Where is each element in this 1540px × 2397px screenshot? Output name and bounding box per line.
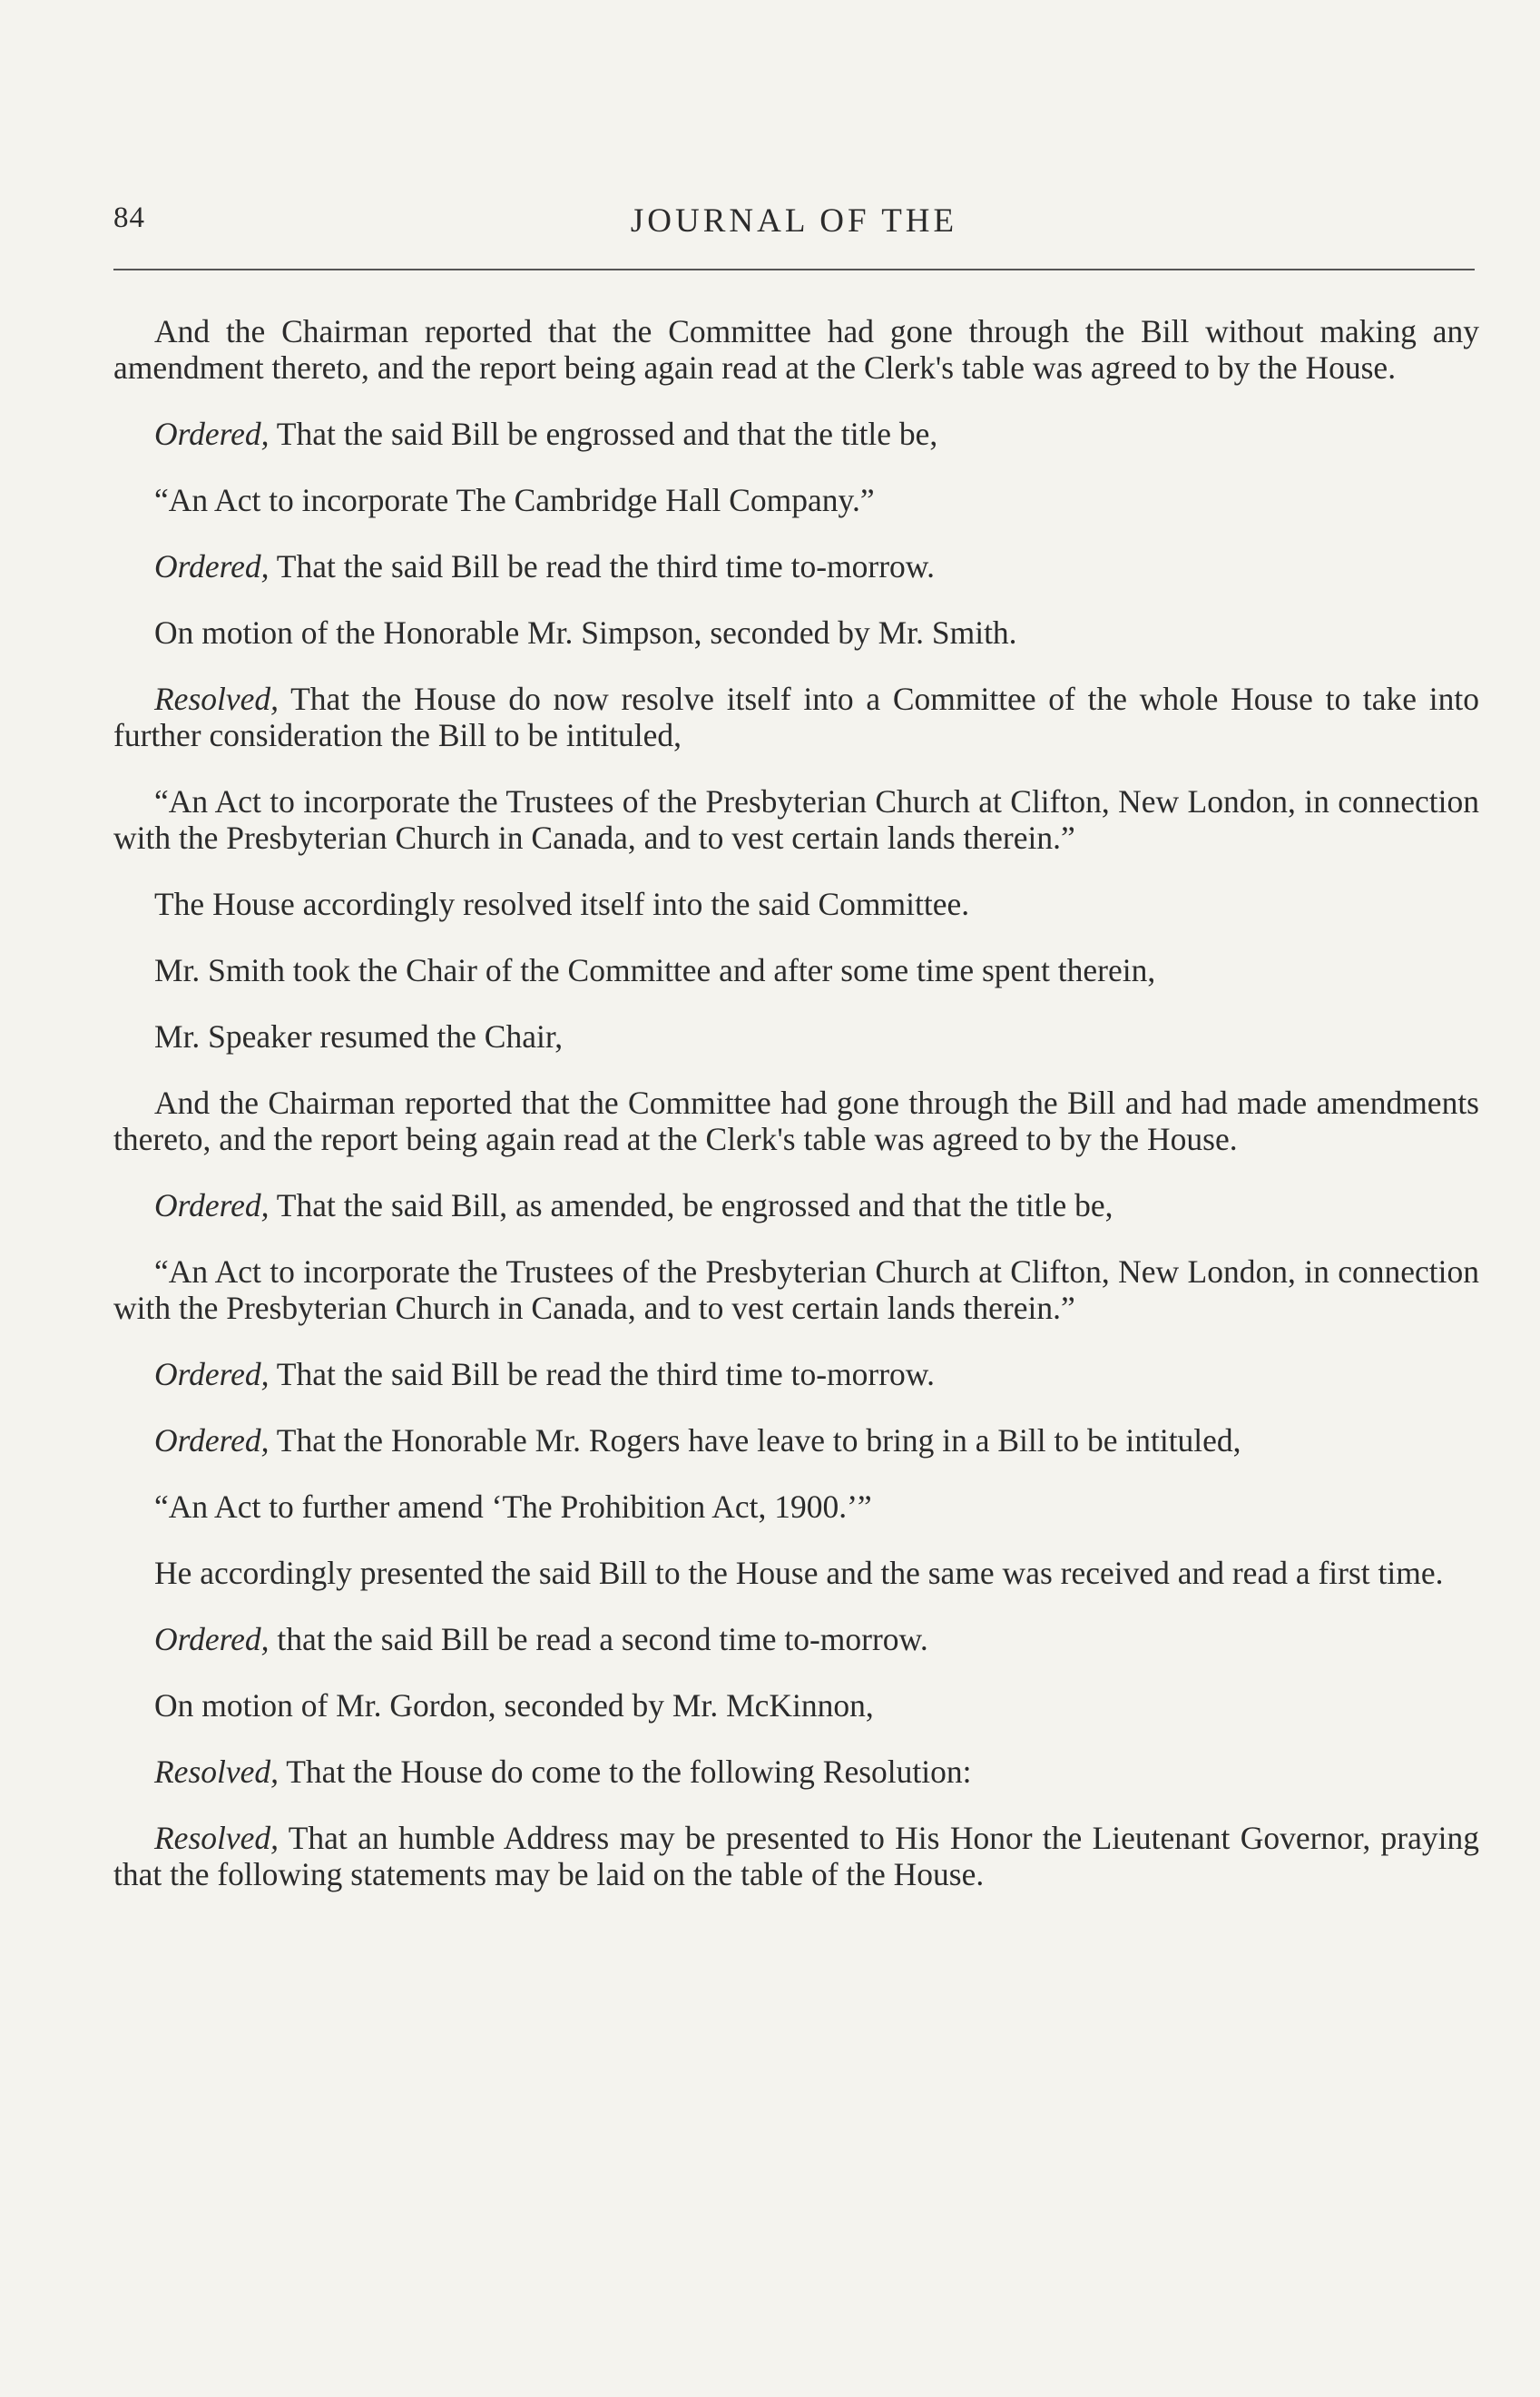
paragraph: Resolved, That the House do now resolve itself into a Committee of the whole House to take into further consideration the Bill to be intituled, [113, 681, 1479, 753]
paragraph: On motion of Mr. Gordon, seconded by Mr. McKinnon, [154, 1687, 874, 1724]
paragraph: Ordered, that the said Bill be read a second time to-morrow. [154, 1621, 928, 1657]
paragraph: He accordingly presented the said Bill to the House and the same was received and read a first time. [154, 1555, 1444, 1591]
paragraph: Mr. Smith took the Chair of the Committee and after some time spent therein, [154, 952, 1156, 988]
paragraph: “An Act to incorporate the Trustees of the Presbyterian Church at Clifton, New London, in connection with the Presbyterian Church in Canada, and to vest certain lands therein.” [113, 1253, 1479, 1326]
paragraph: The House accordingly resolved itself into the said Committee. [154, 886, 970, 922]
page-header [113, 201, 1475, 256]
paragraph: “An Act to incorporate the Trustees of the Presbyterian Church at Clifton, New London, in connection with the Presbyterian Church in Canada, and to vest certain lands therein.” [113, 783, 1479, 856]
paragraph: On motion of the Honorable Mr. Simpson, seconded by Mr. Smith. [154, 614, 1017, 651]
paragraph: “An Act to incorporate The Cambridge Hall Company.” [154, 482, 875, 518]
paragraph: Ordered, That the Honorable Mr. Rogers have leave to bring in a Bill to be intituled, [154, 1422, 1241, 1459]
running-head: JOURNAL OF THE [630, 202, 958, 240]
paragraph: Mr. Speaker resumed the Chair, [154, 1018, 564, 1055]
paragraph: Ordered, That the said Bill be read the third time to-morrow. [154, 548, 936, 585]
page-number: 84 [113, 201, 145, 234]
paragraph: And the Chairman reported that the Committee had gone through the Bill and had made amendments thereto, and the report being again read at the Clerk's table was agreed to by the House. [113, 1085, 1479, 1157]
paragraph: Ordered, That the said Bill be engrossed and that the title be, [154, 416, 938, 452]
journal-body [113, 313, 1479, 1922]
paragraph: Ordered, That the said Bill, as amended, be engrossed and that the title be, [154, 1187, 1113, 1223]
paragraph: Ordered, That the said Bill be read the third time to-morrow. [154, 1356, 936, 1392]
paragraph: And the Chairman reported that the Committee had gone through the Bill without making any amendment thereto, and the report being again read at the Clerk's table was agreed to by the House. [113, 313, 1479, 386]
paragraph: “An Act to further amend ‘The Prohibition Act, 1900.’” [154, 1488, 872, 1525]
paragraph: Resolved, That the House do come to the following Resolution: [154, 1754, 972, 1790]
header-rule [113, 269, 1475, 270]
paragraph: Resolved, That an humble Address may be presented to His Honor the Lieutenant Governor, praying that the following statements may be laid on the table of the House. [113, 1820, 1479, 1892]
